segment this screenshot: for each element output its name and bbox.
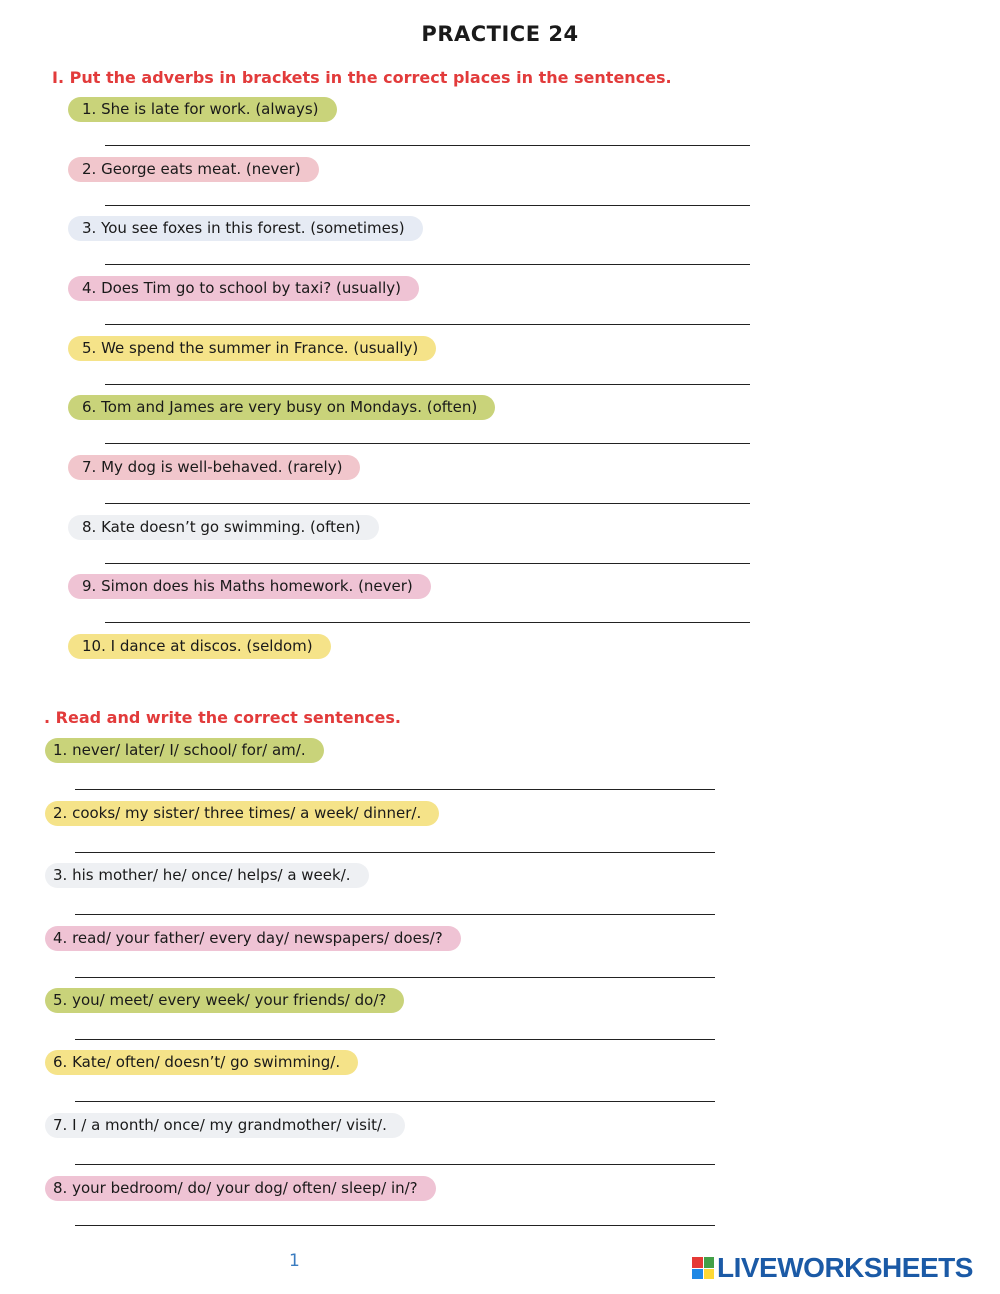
exercise-1-item: 4. Does Tim go to school by taxi? (usually) (68, 276, 419, 301)
answer-line[interactable] (105, 503, 750, 504)
answer-line[interactable] (105, 145, 750, 146)
exercise-1-item: 7. My dog is well-behaved. (rarely) (68, 455, 360, 480)
answer-line[interactable] (75, 1164, 715, 1165)
answer-line[interactable] (105, 205, 750, 206)
exercise-2-item: 5. you/ meet/ every week/ your friends/ do/? (45, 988, 404, 1013)
answer-line[interactable] (105, 384, 750, 385)
page-number: 1 (289, 1251, 300, 1271)
brand-name: LIVEWORKSHEETS (717, 1252, 973, 1283)
answer-line[interactable] (75, 1225, 715, 1226)
exercise-1-item: 9. Simon does his Maths homework. (never) (68, 574, 431, 599)
answer-line[interactable] (105, 324, 750, 325)
exercise-2-item: 3. his mother/ he/ once/ helps/ a week/. (45, 863, 369, 888)
answer-line[interactable] (75, 977, 715, 978)
exercise-2-item: 6. Kate/ often/ doesn’t/ go swimming/. (45, 1050, 358, 1075)
page-title: PRACTICE 24 (421, 22, 579, 46)
answer-line[interactable] (75, 1039, 715, 1040)
exercise-2-item: 4. read/ your father/ every day/ newspapers/ does/? (45, 926, 461, 951)
answer-line[interactable] (75, 852, 715, 853)
answer-line[interactable] (105, 622, 750, 623)
exercise-1-item: 2. George eats meat. (never) (68, 157, 319, 182)
section-1-heading: I. Put the adverbs in brackets in the correct places in the sentences. (52, 68, 672, 87)
answer-line[interactable] (75, 789, 715, 790)
answer-line[interactable] (75, 1101, 715, 1102)
answer-line[interactable] (105, 264, 750, 265)
exercise-1-item: 8. Kate doesn’t go swimming. (often) (68, 515, 379, 540)
brand-logo[interactable] (692, 1253, 973, 1283)
exercise-2-item: 7. I / a month/ once/ my grandmother/ visit/. (45, 1113, 405, 1138)
exercise-2-item: 2. cooks/ my sister/ three times/ a week/ dinner/. (45, 801, 439, 826)
exercise-1-item: 6. Tom and James are very busy on Mondays. (often) (68, 395, 495, 420)
exercise-1-item: 1. She is late for work. (always) (68, 97, 337, 122)
section-2-heading: . Read and write the correct sentences. (44, 708, 401, 727)
exercise-2-item: 1. never/ later/ I/ school/ for/ am/. (45, 738, 324, 763)
exercise-2-item: 8. your bedroom/ do/ your dog/ often/ sleep/ in/? (45, 1176, 436, 1201)
liveworksheets-logo-icon (692, 1257, 714, 1279)
exercise-1-item: 3. You see foxes in this forest. (sometimes) (68, 216, 423, 241)
exercise-1-item: 5. We spend the summer in France. (usually) (68, 336, 436, 361)
answer-line[interactable] (75, 914, 715, 915)
answer-line[interactable] (105, 563, 750, 564)
answer-line[interactable] (105, 443, 750, 444)
exercise-1-item: 10. I dance at discos. (seldom) (68, 634, 331, 659)
